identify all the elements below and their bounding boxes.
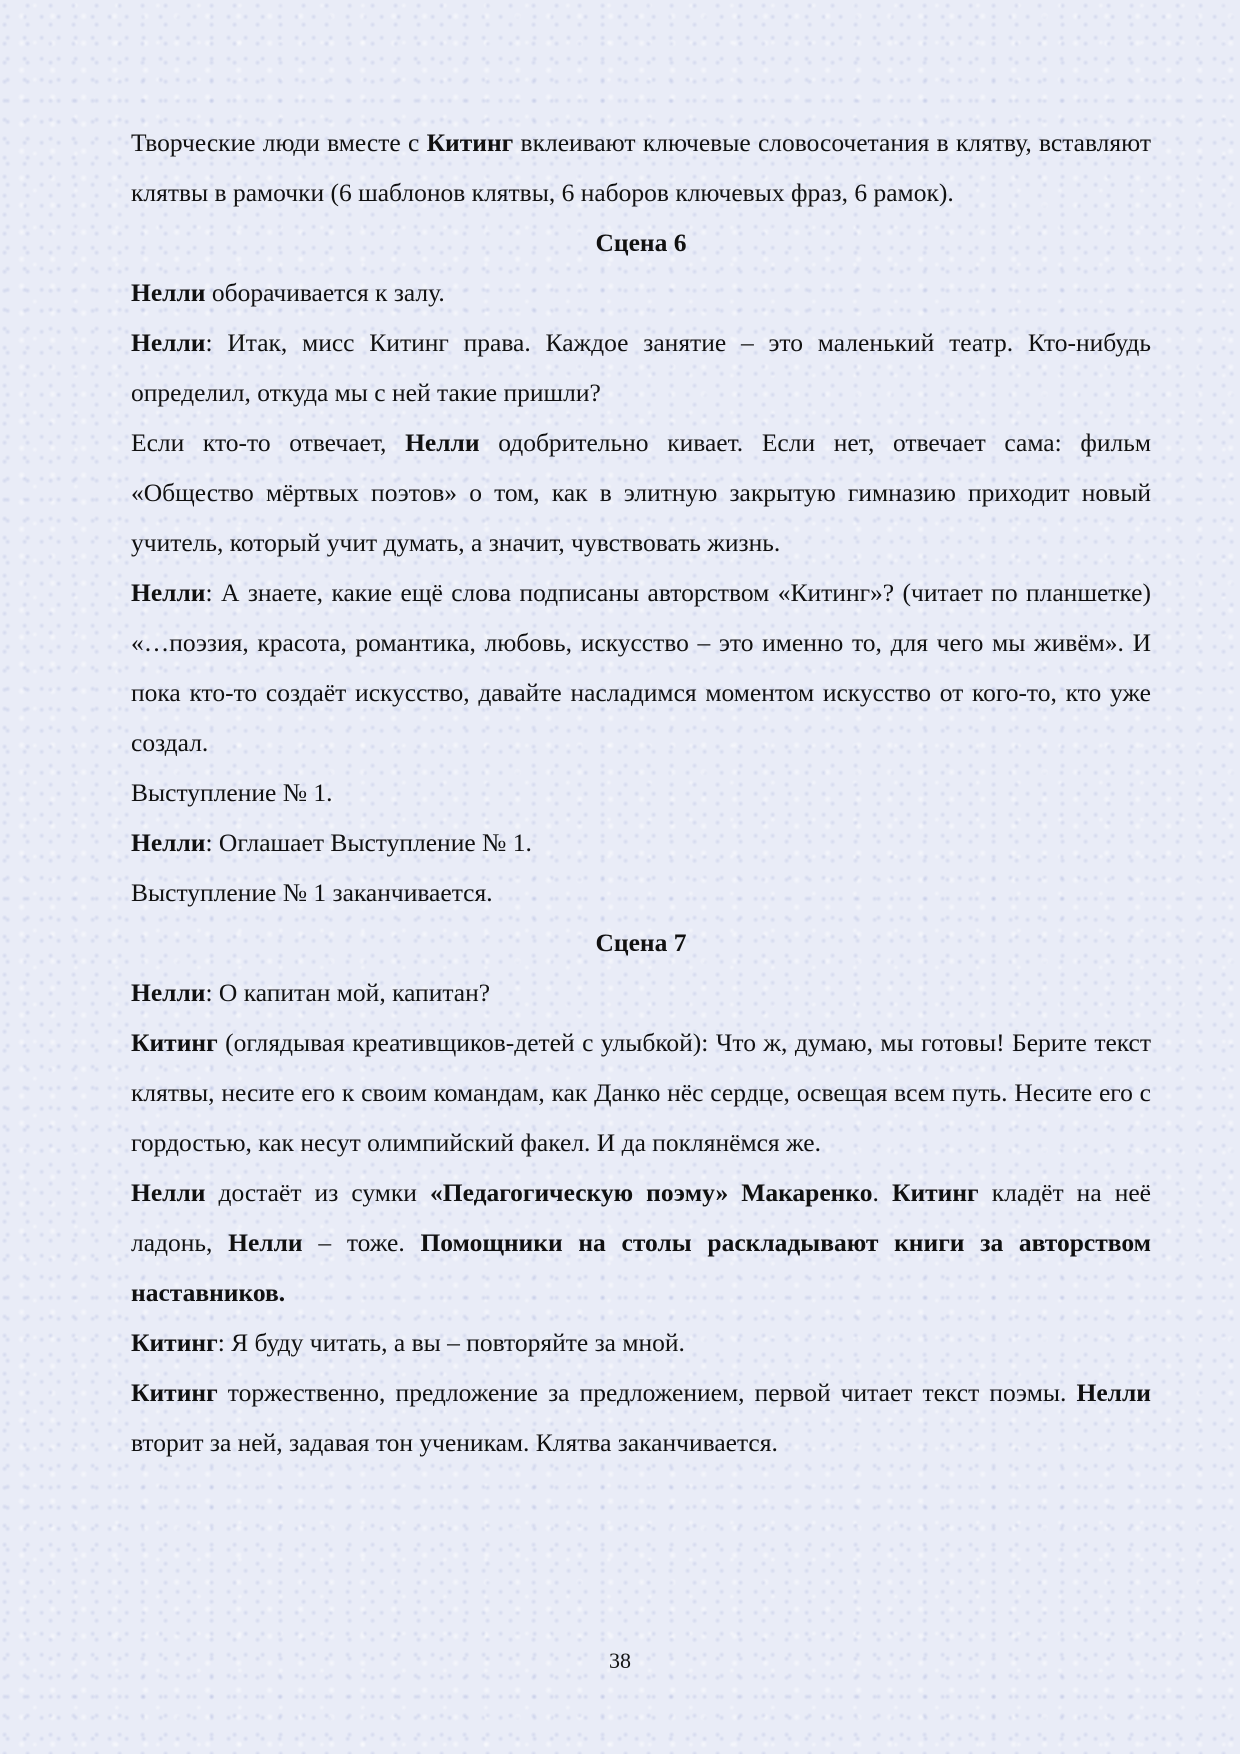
character-name: Нелли: [131, 578, 206, 607]
scene-7-paragraph-3: Нелли достаёт из сумки «Педагогическую поэму» Макаренко. Китинг кладёт на неё ладонь, Нелли – тоже. Помощники на столы раскладывают книги за авторством наставников.: [131, 1178, 1152, 1307]
character-name: Нелли: [228, 1228, 303, 1257]
character-name: Нелли: [1076, 1378, 1151, 1407]
scene-7-paragraph-1: Нелли: О капитан мой, капитан?: [131, 978, 491, 1007]
scene-6-paragraph-1: Нелли оборачивается к залу.: [131, 278, 445, 307]
character-name: Китинг: [426, 128, 514, 157]
scene-6-paragraph-5: Выступление № 1.: [131, 778, 333, 807]
character-name: Нелли: [131, 278, 206, 307]
scene-7-paragraph-5: Китинг торжественно, предложение за предложением, первой читает текст поэмы. Нелли вторит за ней, задавая тон ученикам. Клятва заканчивается.: [131, 1378, 1151, 1457]
scene-6-paragraph-7: Выступление № 1 заканчивается.: [131, 878, 493, 907]
page-number: 38: [609, 1648, 631, 1673]
document-page: [131, 118, 1151, 1468]
scene-7-paragraph-2: Китинг (оглядывая креативщиков-детей с улыбкой): Что ж, думаю, мы готовы! Берите текст клятвы, несите его к своим командам, как Данко нёс сердце, освещая всем путь. Несите его с гордостью, как несут олимпийский факел. И да поклянёмся же.: [131, 1028, 1151, 1157]
scene-6-paragraph-3: Если кто-то отвечает, Нелли одобрительно кивает. Если нет, отвечает сама: фильм «Общество мёртвых поэтов» о том, как в элитную закрытую гимназию приходит новый учитель, который учит думать, а значит, чувствовать жизнь.: [131, 428, 1151, 557]
character-name: Китинг: [131, 1328, 218, 1357]
book-title: «Педагогическую поэму» Макаренко: [430, 1178, 873, 1207]
character-name: Нелли: [131, 978, 206, 1007]
scene-6-paragraph-6: Нелли: Оглашает Выступление № 1.: [131, 828, 532, 857]
scene-6-paragraph-2: Нелли: Итак, мисс Китинг права. Каждое занятие – это маленький театр. Кто-нибудь определил, откуда мы с ней такие пришли?: [131, 328, 1151, 407]
character-name: Нелли: [131, 1178, 206, 1207]
stage-direction: Помощники на столы раскладывают книги за авторством наставников.: [131, 1228, 1151, 1307]
character-name: Нелли: [405, 428, 480, 457]
character-name: Нелли: [131, 328, 206, 357]
character-name: Китинг: [131, 1378, 218, 1407]
scene-7-heading: Сцена 7: [595, 928, 687, 957]
scene-6-paragraph-4: Нелли: А знаете, какие ещё слова подписаны авторством «Китинг»? (читает по планшетке) «…поэзия, красота, романтика, любовь, искусство – это именно то, для чего мы живём». И пока кто-то создаёт искусство, давайте насладимся моментом искусство от кого-то, кто уже создал.: [131, 578, 1151, 757]
character-name: Нелли: [131, 828, 206, 857]
character-name: Китинг: [891, 1178, 979, 1207]
character-name: Китинг: [131, 1028, 218, 1057]
scene-7-paragraph-4: Китинг: Я буду читать, а вы – повторяйте за мной.: [131, 1328, 685, 1357]
intro-paragraph: Творческие люди вместе с Китинг вклеивают ключевые словосочетания в клятву, вставляют клятвы в рамочки (6 шаблонов клятвы, 6 наборов ключевых фраз, 6 рамок).: [131, 128, 1151, 207]
scene-6-heading: Сцена 6: [595, 228, 687, 257]
